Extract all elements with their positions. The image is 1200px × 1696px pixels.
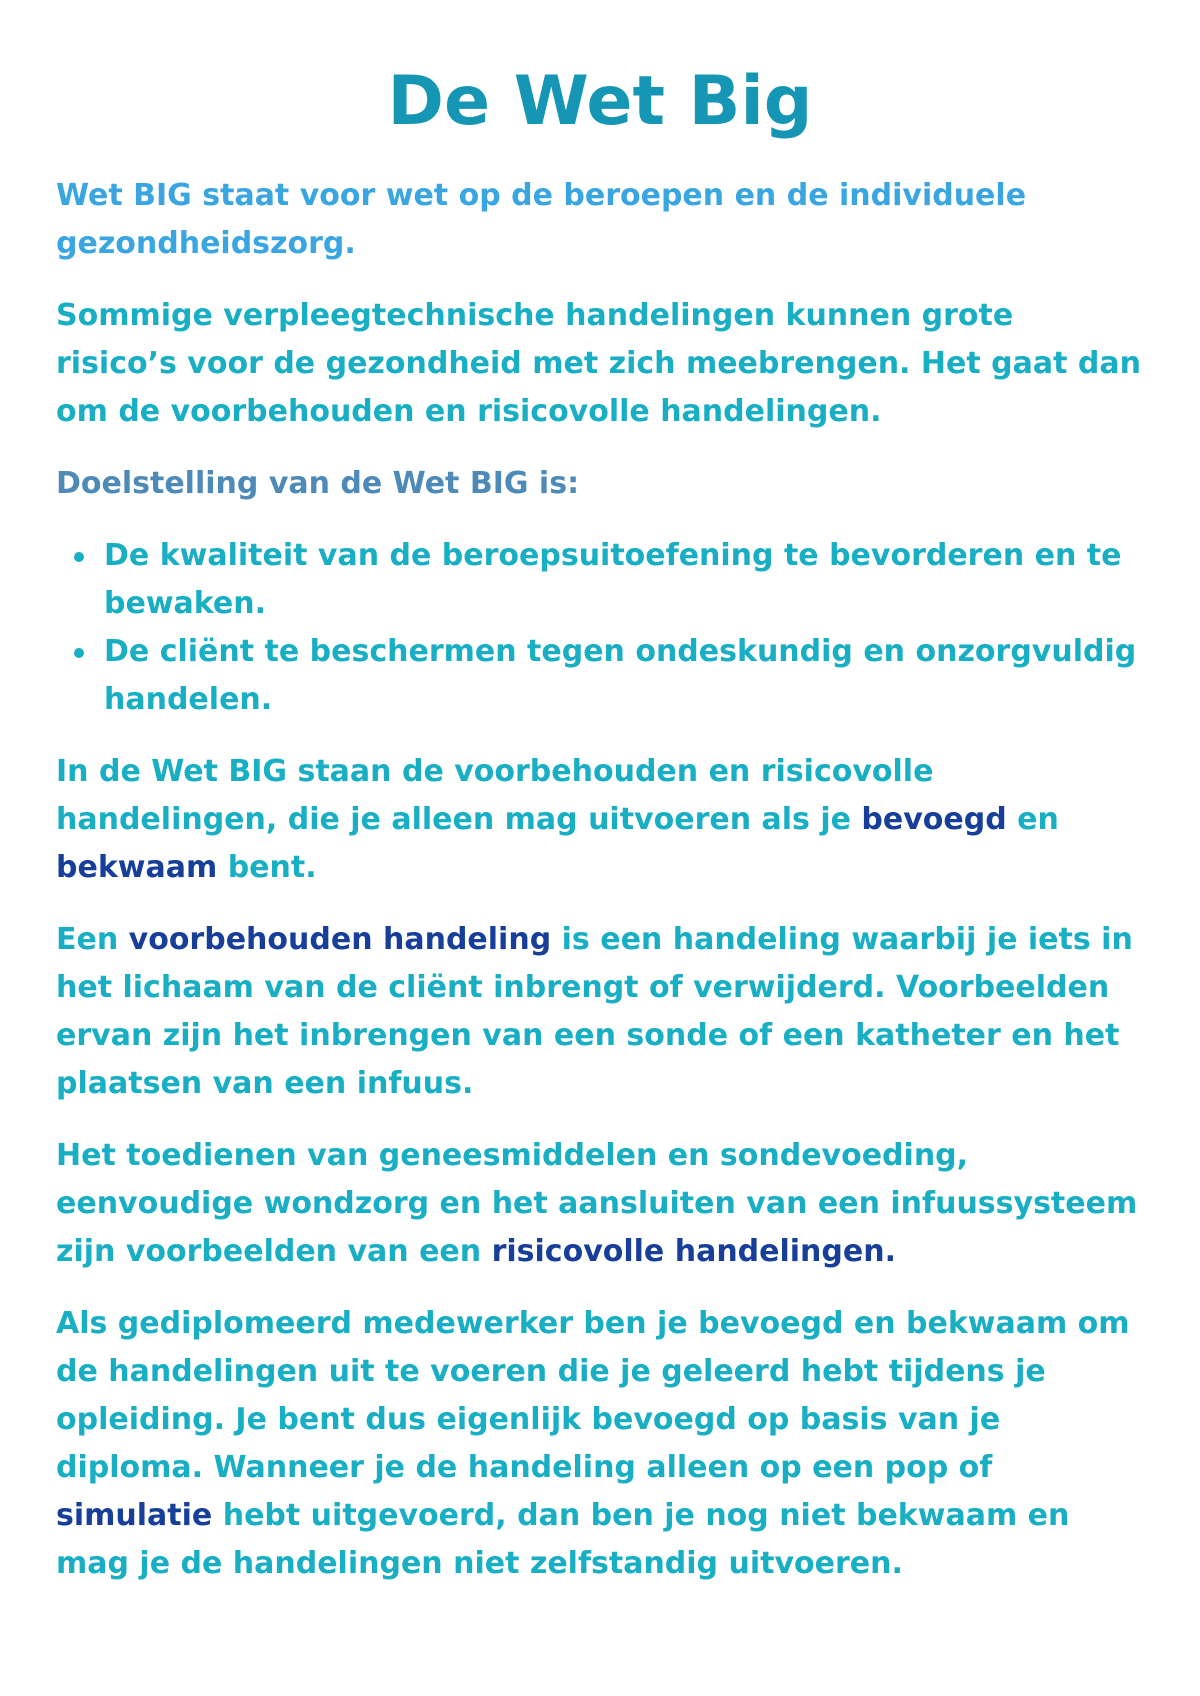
list-item (104, 628, 1144, 724)
goal-text: De kwaliteit van de beroepsuitoefening te bevorderen en te bewaken. (104, 538, 1122, 621)
intro-paragraph: Wet BIG staat voor wet op de beroepen en de individuele gezondheidszorg. (56, 178, 1027, 261)
term-bevoegd: bevoegd (861, 802, 1007, 837)
text-segment: Als gediplomeerd medewerker ben je bevoegd en bekwaam om de handelingen uit te voeren die je geleerd hebt tijdens je opleiding. Je bent dus eigenlijk bevoegd op basis van je diploma. Wanneer je de handeling alleen op een pop of (56, 1306, 1130, 1485)
risicovol-paragraph (56, 1132, 1144, 1276)
list-item (104, 532, 1144, 628)
bullet-icon (74, 552, 84, 562)
text-segment: bent. (217, 850, 317, 885)
text-segment: Het toedienen van geneesmiddelen en sondevoeding, eenvoudige wondzorg en het aansluiten van een infuussysteem zijn voorbeelden van een (56, 1138, 1138, 1269)
term-voorbehouden-handeling: voorbehouden handeling (128, 922, 552, 957)
text-segment: hebt uitgevoerd, dan ben je nog niet bekwaam en mag je de handelingen niet zelfstandig uitvoeren. (56, 1498, 1070, 1581)
voorbehouden-paragraph (56, 916, 1144, 1108)
bevoegd-paragraph (56, 748, 1144, 892)
term-bekwaam: bekwaam (56, 850, 218, 885)
text-segment: is een handeling waarbij je iets in het lichaam van de cliënt inbrengt of verwijderd. Voorbeelden ervan zijn het inbrengen van een sonde of een katheter en het plaatsen van een infuus. (56, 922, 1133, 1101)
diploma-paragraph (56, 1300, 1144, 1588)
goal-heading: Doelstelling van de Wet BIG is: (56, 466, 580, 501)
goal-text: De cliënt te beschermen tegen ondeskundig en onzorgvuldig handelen. (104, 634, 1137, 717)
text-segment: en (1006, 802, 1059, 837)
term-simulatie: simulatie (56, 1498, 213, 1533)
text-segment: Een (56, 922, 129, 957)
term-risicovolle-handelingen: risicovolle handelingen. (491, 1234, 896, 1269)
bullet-icon (74, 648, 84, 658)
risk-paragraph: Sommige verpleegtechnische handelingen kunnen grote risico’s voor de gezondheid met zich meebrengen. Het gaat dan om de voorbehouden en risicovolle handelingen. (56, 298, 1141, 429)
text-segment: In de Wet BIG staan de voorbehouden en risicovolle handelingen, die je alleen mag uitvoeren als je (56, 754, 934, 837)
page-title: De Wet Big (387, 62, 813, 141)
goal-list (56, 532, 1144, 724)
